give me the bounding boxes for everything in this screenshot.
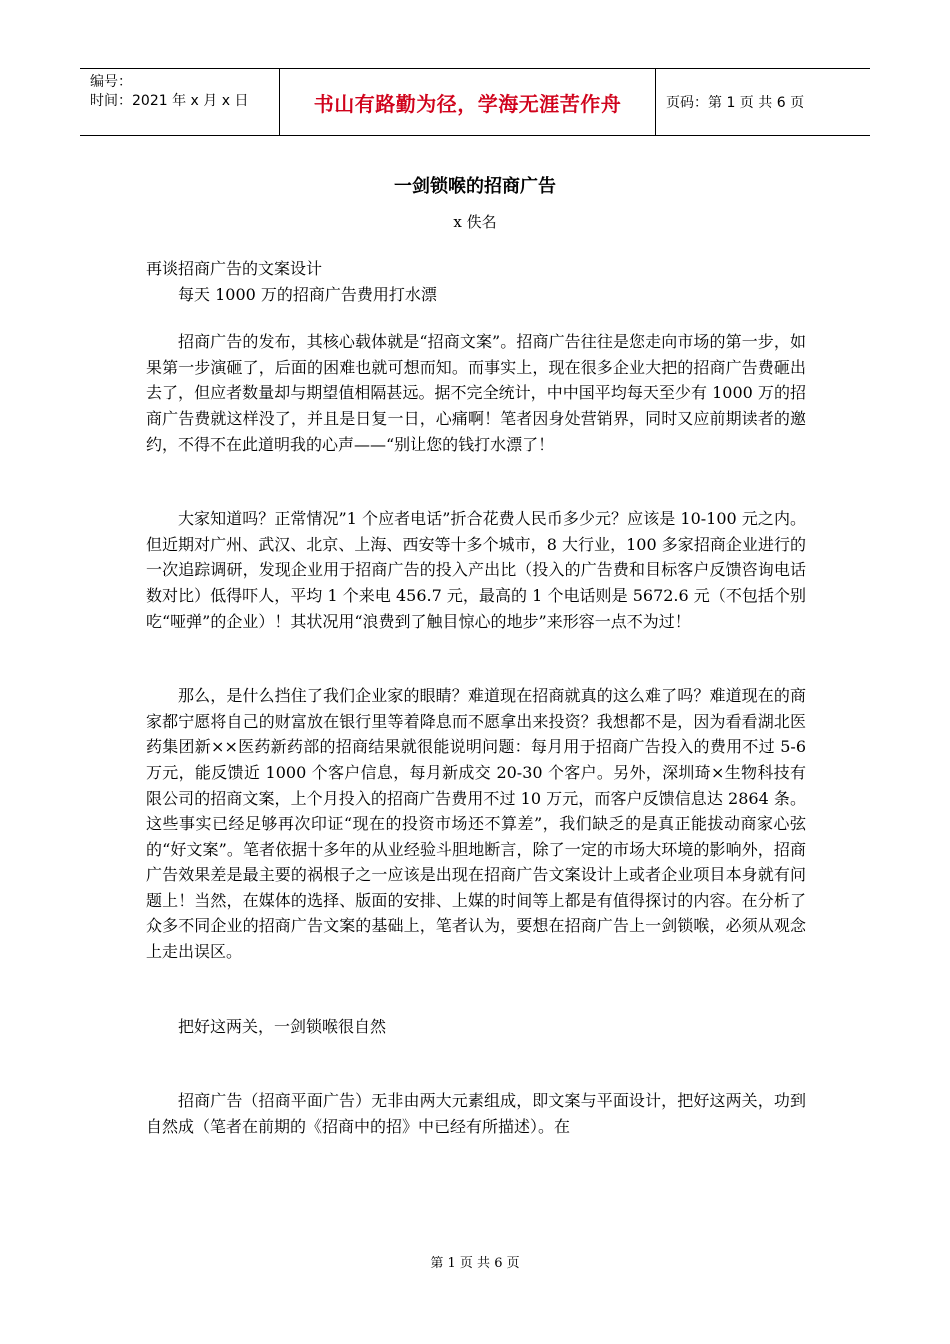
number-label: 编号： bbox=[90, 74, 132, 90]
header-table bbox=[80, 68, 870, 136]
header-meta bbox=[80, 69, 280, 135]
page-footer: 第 1 页 共 6 页 bbox=[430, 1256, 520, 1271]
paragraph: 招商广告（招商平面广告）无非由两大元素组成，即文案与平面设计，把好这两关，功到自然成（笔者在前期的《招商中的招》中已经有所描述）。在 bbox=[146, 1091, 806, 1136]
subtitle: 再谈招商广告的文案设计 bbox=[146, 259, 323, 278]
document-author: x 佚名 bbox=[453, 213, 497, 231]
section-heading: 把好这两关，一剑锁喉很自然 bbox=[178, 1016, 387, 1036]
header-motto: 书山有路勤为径，学海无涯苦作舟 bbox=[280, 69, 656, 135]
paragraph: 大家知道吗？正常情况”1 个应者电话”折合花费人民币多少元？应该是 10-100 元之内。但近期对广州、武汉、北京、上海、西安等十多个城市，8 大行业，100 多家招商企业进行的一次追踪调研，发现企业用于招商广告的投入产出比（投入的广告费和目标客户反馈咨询电话数对比）低得吓人，平均 1 个来电 456.7 元，最高的 1 个电话则是 5672.6 元（不包括个别吃“哑弹”的企业）！其状况用“浪费到了触目惊心的地步”来形容一点不为过！ bbox=[146, 509, 806, 631]
paragraph: 那么，是什么挡住了我们企业家的眼睛？难道现在招商就真的这么难了吗？难道现在的商家都宁愿将自己的财富放在银行里等着降息而不愿拿出来投资？我想都不是，因为看看湖北医药集团新××医药新药部的招商结果就很能说明问题：每月用于招商广告投入的费用不过 5-6 万元，能反馈近 1000 个客户信息，每月新成交 20-30 个客户。另外，深圳琦×生物科技有限公司的招商文案，上个月投入的招商广告费用不过 10 万元，而客户反馈信息达 2864 条。这些事实已经足够再次印证“现在的投资市场还不算差”，我们缺乏的是真正能拔动商家心弦的“好文案”。笔者依据十多年的从业经验斗胆地断言，除了一定的市场大环境的影响外，招商广告效果差是最主要的祸根子之一应该是出现在招商广告文案设计上或者企业项目本身就有问题上！当然，在媒体的选择、版面的安排、上媒的时间等上都是有值得探讨的内容。在分析了众多不同企业的招商广告文案的基础上，笔者认为，要想在招商广告上一剑锁喉，必须从观念上走出误区。 bbox=[146, 686, 806, 962]
header-page-label: 页码：第 1 页 共 6 页 bbox=[666, 95, 805, 111]
paragraph: 招商广告的发布，其核心载体就是“招商文案”。招商广告往往是您走向市场的第一步，如果第一步演砸了，后面的困难也就可想而知。而事实上，现在很多企业大把的招商广告费砸出去了，但应者数量却与期望值相隔甚远。据不完全统计，中中国平均每天至少有 1000 万的招商广告费就这样没了，并且是日复一日，心痛啊！笔者因身处营销界，同时又应前期读者的邀约，不得不在此道明我的心声——“别让您的钱打水漂了！ bbox=[146, 332, 806, 454]
date-label: 时间：2021 年 x 月 x 日 bbox=[90, 93, 249, 109]
document-body bbox=[146, 256, 806, 1139]
section-heading: 每天 1000 万的招商广告费用打水漂 bbox=[178, 284, 437, 304]
document-title: 一剑锁喉的招商广告 bbox=[394, 176, 556, 197]
